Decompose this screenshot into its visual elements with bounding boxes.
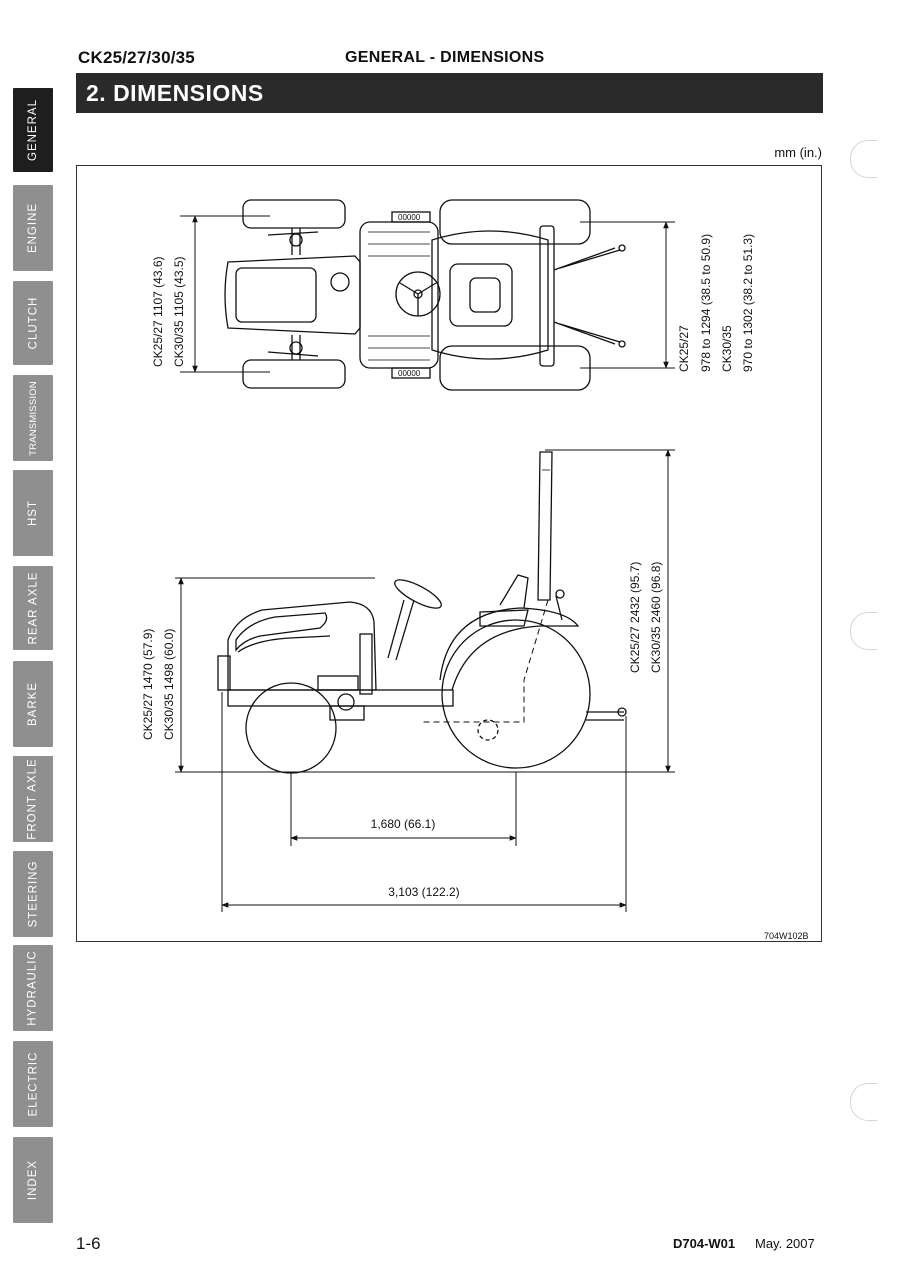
tab-label: INDEX [27, 1159, 39, 1201]
tab-label: ELECTRIC [27, 1051, 39, 1117]
tab-label: ENGINE [27, 202, 39, 254]
rear-track-value-ck2527: 978 to 1294 (38.5 to 50.9) [699, 233, 713, 372]
units-label: mm (in.) [774, 145, 822, 160]
plate-text-bottom: 00000 [398, 369, 421, 378]
tab-label: CLUTCH [27, 296, 40, 350]
rear-track-label-ck2527: CK25/27 [677, 325, 691, 372]
tab-label: HYDRAULIC [27, 950, 39, 1026]
page-title-text: 2. DIMENSIONS [86, 79, 264, 106]
tab-label: STEERING [27, 860, 40, 928]
rear-track-label-ck3035: CK30/35 [720, 325, 734, 372]
document-date: May. 2007 [755, 1236, 815, 1251]
rear-track-value-ck3035: 970 to 1302 (38.2 to 51.3) [741, 233, 755, 372]
plate-text-top: 00000 [398, 213, 421, 222]
tab-label: REAR AXLE [27, 571, 40, 645]
header-models: CK25/27/30/35 [78, 48, 195, 67]
rear-track-dimension [580, 222, 675, 368]
rops-height-ck2527: CK25/27 2432 (95.7) [628, 561, 642, 673]
document-code: D704-W01 [673, 1236, 736, 1251]
overall-length-dimension [222, 692, 626, 912]
tab-label: TRANSMISSION [27, 380, 39, 456]
tractor-side-view [175, 452, 675, 773]
front-track-ck3035: CK30/35 1105 (43.5) [172, 256, 186, 367]
page-number: 1-6 [76, 1234, 101, 1253]
tab-label: FRONT AXLE [27, 758, 39, 840]
hood-height-ck3035: CK30/35 1498 (60.0) [162, 628, 176, 740]
tab-label: GENERAL [27, 99, 39, 161]
tab-label: BARKE [27, 682, 39, 726]
wheelbase-label: 1,680 (66.1) [370, 817, 436, 831]
wheelbase-dimension [291, 772, 516, 846]
tractor-top-view [225, 200, 625, 390]
rops-height-ck3035: CK30/35 2460 (96.8) [649, 561, 663, 673]
figure-code: 704W102B [764, 931, 809, 941]
header-section: GENERAL - DIMENSIONS [345, 49, 545, 66]
hood-height-dimension [175, 578, 375, 772]
tab-label: HST [27, 500, 39, 526]
front-track-ck2527: CK25/27 1107 (43.6) [151, 256, 165, 367]
overall-length-label: 3,103 (122.2) [388, 885, 460, 899]
hood-height-ck2527: CK25/27 1470 (57.9) [141, 628, 155, 740]
